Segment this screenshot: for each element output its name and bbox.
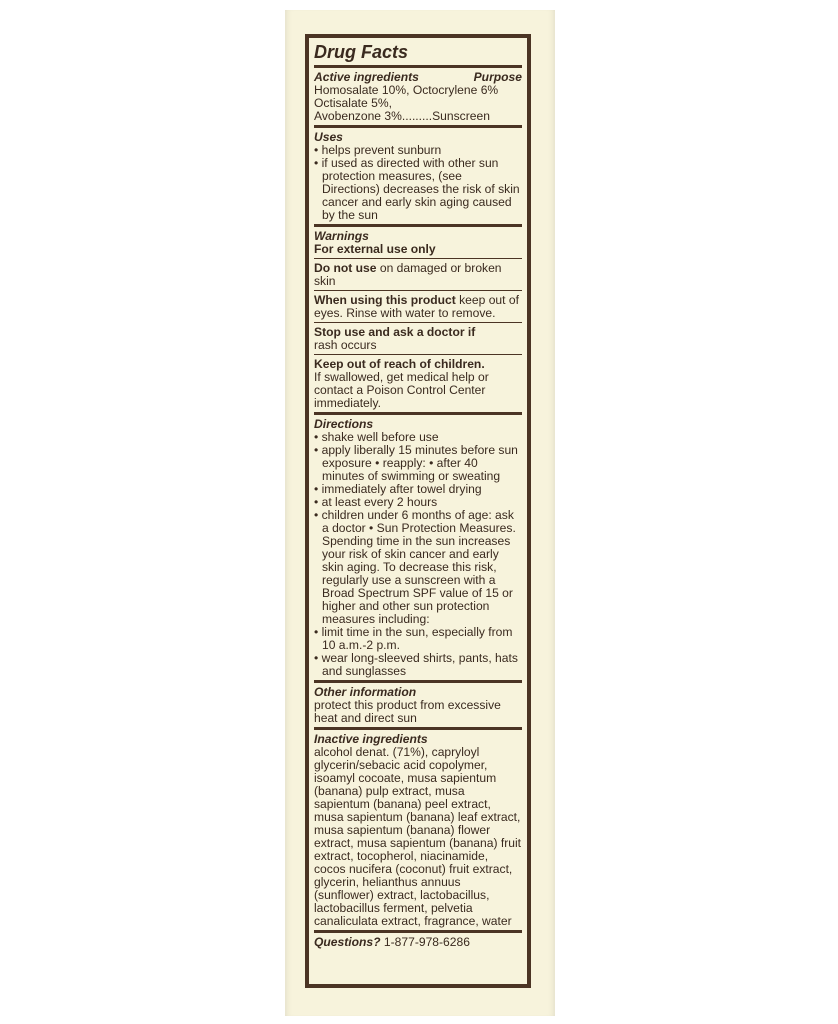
warnings-header: Warnings — [314, 229, 369, 243]
warnings-section — [314, 224, 522, 258]
external-use-text: For external use only — [314, 242, 436, 256]
directions-section — [314, 412, 522, 680]
other-information-header: Other information — [314, 685, 417, 699]
do-not-use-label: Do not use — [314, 261, 377, 275]
list-item: • wear long-sleeved shirts, pants, hats and sunglasses — [314, 652, 522, 678]
list-item: • if used as directed with other sun protection measures, (see Directions) decreases the risk of skin cancer and early skin aging caused by the sun — [314, 157, 522, 222]
inactive-ingredients-header: Inactive ingredients — [314, 732, 428, 746]
keep-out-section — [314, 354, 522, 412]
inactive-ingredients-text: alcohol denat. (71%), capryloyl glycerin/sebacic acid copolymer, isoamyl cocoate, musa sapientum (banana) pulp extract, musa sapientum (banana) peel extract, musa sapientum (banana) leaf extract, musa sapientum (banana) flower extract, musa sapientum (banana) fruit extract, tocopherol, niacinamide, cocos nucifera (coconut) fruit extract, glycerin, helianthus annuus (sunflower) extract, lactobacillus, lactobacillus ferment, pelvetia canaliculata extract, fragrance, water — [314, 745, 522, 928]
list-item: • children under 6 months of age: ask a doctor • Sun Protection Measures. Spending time in the sun increases your risk of skin cancer and early skin aging. To decrease this risk, regularly use a sunscreen with a Broad Spectrum SPF value of 15 or higher and other sun protection measures including: — [314, 509, 522, 626]
questions-phone: 1-877-978-6286 — [380, 935, 470, 949]
do-not-use-text: on damaged or broken skin — [314, 261, 502, 288]
stop-use-section — [314, 322, 522, 354]
list-item: • shake well before use — [314, 431, 522, 444]
list-item: • apply liberally 15 minutes before sun exposure • reapply: • after 40 minutes of swimming or sweating — [314, 444, 522, 483]
list-item: • helps prevent sunburn — [314, 144, 522, 157]
questions-section — [314, 930, 522, 951]
when-using-text: keep out of eyes. Rinse with water to remove. — [314, 293, 519, 320]
uses-section — [314, 125, 522, 224]
active-ingredients-section — [314, 65, 522, 125]
active-ingredient-line: Homosalate 10%, Octocrylene 6% — [314, 83, 499, 97]
drug-facts-panel — [305, 34, 531, 988]
when-using-label: When using this product — [314, 293, 456, 307]
uses-header: Uses — [314, 130, 343, 144]
active-ingredient-line: Avobenzone 3%.........Sunscreen — [314, 109, 490, 123]
questions-label: Questions? — [314, 935, 381, 949]
stop-use-label: Stop use and ask a doctor if — [314, 325, 476, 339]
stop-use-text: rash occurs — [314, 338, 377, 352]
when-using-section — [314, 290, 522, 322]
active-ingredients-header: Active ingredients — [314, 70, 419, 84]
keep-out-text: If swallowed, get medical help or contact a Poison Control Center immediately. — [314, 370, 489, 410]
directions-list — [314, 431, 522, 678]
inactive-ingredients-section — [314, 727, 522, 930]
do-not-use-section — [314, 258, 522, 290]
keep-out-label: Keep out of reach of children. — [314, 357, 485, 371]
other-information-text: protect this product from excessive heat and direct sun — [314, 698, 501, 725]
list-item: • immediately after towel drying — [314, 483, 522, 496]
uses-list — [314, 144, 522, 222]
other-information-section — [314, 680, 522, 727]
directions-header: Directions — [314, 417, 374, 431]
active-ingredient-line: Octisalate 5%, — [314, 96, 392, 110]
purpose-header: Purpose — [473, 70, 522, 84]
drug-facts-title: Drug Facts — [314, 42, 409, 62]
list-item: • at least every 2 hours — [314, 496, 522, 509]
list-item: • limit time in the sun, especially from 10 a.m.-2 p.m. — [314, 626, 522, 652]
